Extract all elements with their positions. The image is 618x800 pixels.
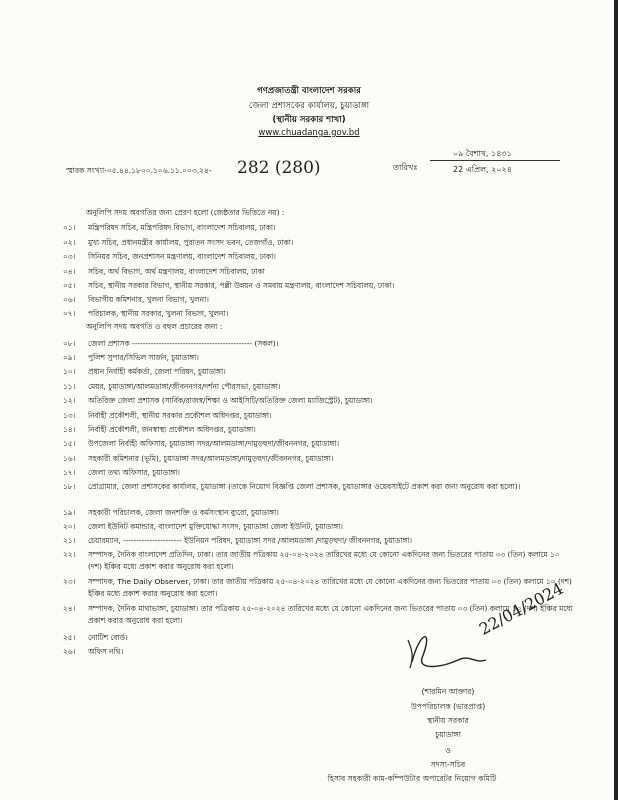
list-item-number: ২৩। bbox=[63, 577, 76, 586]
list-item-text: জেলা প্রশাসক --------------------------------------------- (সকল)। bbox=[88, 339, 279, 348]
list-item-text: মেয়র, চুয়াডাঙ্গা/আলমডাঙ্গা/জীবননগর/দর্শনা পৌরসভা, চুয়াডাঙ্গা। bbox=[88, 382, 281, 391]
list-item-number: ১৯। bbox=[63, 508, 76, 517]
list-item-number: ২৪। bbox=[63, 604, 76, 613]
list-item-number: ২২। bbox=[63, 550, 76, 559]
list-item-number: ০৬। bbox=[63, 295, 76, 304]
list-item-number: ০৭। bbox=[63, 309, 76, 318]
signatory-conjunction: ও bbox=[445, 746, 451, 755]
list-item-text: অফিস নথি। bbox=[88, 647, 124, 656]
date-english: 22 এপ্রিল, ২০২৪ bbox=[453, 165, 512, 174]
office-name: জেলা প্রশাসকের কার্যালয়, চুয়াডাঙ্গা bbox=[248, 101, 370, 111]
list-item-number: ০৫। bbox=[63, 281, 76, 290]
government-title: গণপ্রজাতন্ত্রী বাংলাদেশ সরকার bbox=[257, 86, 361, 96]
memo-number: স্মারক সংখ্যা-০৫.৪৪.১৮০০.১০৬.১১.০০৩.২৪- bbox=[66, 166, 212, 175]
list-item-number: ১০। bbox=[63, 367, 76, 376]
list-item-text: পুলিশ সুপার/সিভিল সার্জন, চুয়াডাঙ্গা। bbox=[88, 353, 199, 362]
list-item-text: নোটিশ বোর্ড। bbox=[88, 633, 128, 642]
list-item-number: ২৫। bbox=[63, 633, 76, 642]
list-item-text: নির্বাহী প্রকৌশলী, স্থানীয় সরকার প্রকৌশল অধিদপ্তর, চুয়াডাঙ্গা। bbox=[88, 411, 272, 420]
list-item-number: ১৩। bbox=[63, 411, 76, 420]
list-item-number: ১১। bbox=[63, 382, 76, 391]
list-item-text: বিভাগীয় কমিশনার, খুলনা বিভাগ, খুলনা। bbox=[88, 295, 209, 304]
list-item-number: ১৭। bbox=[63, 468, 76, 477]
list-item-number: ১৫। bbox=[63, 439, 76, 448]
list-item-text: মুখ্য সচিব, প্রধানমন্ত্রীর কার্যালয়, পুরাতন সংসদ ভবন, তেজগাঁও, ঢাকা। bbox=[88, 238, 294, 247]
list-item-text: সচিব, স্থানীয় সরকার বিভাগ, স্থানীয় সরকার, পল্লী উন্নয়ন ও সমবায় মন্ত্রণালয়, বাংলাদেশ সচিবালয়, ঢাকা। bbox=[88, 281, 395, 290]
list-item-number: ২১। bbox=[63, 536, 76, 545]
list-item-text: সহকারী পরিচালক, জেলা জনশক্তি ও কর্মসংস্থান ব্যুরো, চুয়াডাঙ্গা। bbox=[88, 508, 279, 517]
list-item-number: ২০। bbox=[63, 522, 76, 531]
distribution-intro-publicity: অনুলিপি সদয় অবগতি ও বহুল প্রচারের জন্য : bbox=[86, 322, 223, 331]
list-item-number: ০৪। bbox=[63, 267, 76, 276]
list-item-text: প্রোগ্রামার, জেলা প্রশাসকের কার্যালয়, চুয়াডাঙ্গা (তাকে নিয়োগ বিজ্ঞপ্তি জেলা প্রশাসক, চুয়াডাঙ্গার ওয়েবসাইটে প্রকাশ করা জন্য অনুরোধ করা হলো)। bbox=[88, 482, 521, 491]
list-item-text: সহকারী কমিশনার (ভূমি), চুয়াডাঙ্গা সদর/আলমডাঙ্গা/দামুড়হুদা/জীবননগর, চুয়াডাঙ্গা। bbox=[88, 454, 334, 463]
committee-name: হিসাব সহকারী কাম-কম্পিউটার অপারেটর নিয়োগ কমিটি bbox=[327, 774, 497, 783]
list-item-number: ১৮। bbox=[63, 482, 76, 491]
list-item-text: জেলা তথ্য অফিসার, চুয়াডাঙ্গা। bbox=[88, 468, 180, 477]
website-link[interactable]: www.chuadanga.gov.bd bbox=[258, 128, 360, 138]
list-item-text: নির্বাহী প্রকৌশলী, জনস্বাস্থ্য প্রকৌশল অধিদপ্তর, চুয়াডাঙ্গা। bbox=[88, 425, 256, 434]
signatory-district: চুয়াডাঙ্গা bbox=[435, 730, 461, 739]
list-item-number: ১২। bbox=[63, 396, 76, 405]
list-item-text: উপজেলা নির্বাহী অফিসার, চুয়াডাঙ্গা সদর/আলমডাঙ্গা/দামুড়হুদা/জীবননগর, চুয়াডাঙ্গা। bbox=[88, 439, 339, 448]
list-item-text: প্রধান নির্বাহী কর্মকর্তা, জেলা পরিষদ, চুয়াডাঙ্গা। bbox=[88, 367, 226, 376]
list-item-text: অতিরিক্ত জেলা প্রশাসক (সার্বিক/রাজস্ব/শিক্ষা ও আইসিটি/অতিরিক্ত জেলা ম্যাজিস্ট্রেট), চুয়াডাঙ্গা। bbox=[88, 396, 373, 405]
signatory-title: উপপরিচালক (ভারপ্রাপ্ত) bbox=[410, 702, 486, 711]
signatory-role: সদস্য-সচিব bbox=[430, 760, 466, 769]
list-item-text: পরিচালক, স্থানীয় সরকার, খুলনা বিভাগ, খুলনা। bbox=[88, 309, 229, 318]
list-item-text: সম্পাদক, The Daily Observer, ঢাকা। তার জাতীয় পত্রিকায় ২৫-০৪-২০২৪ তারিখের মধ্যে যে কোনো একদিনের জন্য ভিতরের পাতায় ০৩ (তিন) কলামে ১০ (দশ) ইঞ্চির মধ্যে প্রকাশ করার অনুরোধ করা হলো। bbox=[88, 577, 572, 598]
list-item-number: ০১। bbox=[63, 223, 76, 232]
list-item-text: সম্পাদক, দৈনিক বাংলাদেশ প্রতিদিন, ঢাকা। তার জাতীয় পত্রিকায় ২৫-০৪-২০২৪ তারিখের মধ্যে যে কোনো একদিনের জন্য ভিতরের পাতায় ০৩ (তিন) কলামে ১০ (দশ) ইঞ্চির মধ্যে প্রকাশ করার অনুরোধ করা হলো। bbox=[88, 550, 560, 571]
handwritten-memo-number: 282 (280) bbox=[237, 158, 321, 178]
signatory-name: (শারমিন আক্তার) bbox=[421, 687, 475, 696]
date-divider bbox=[430, 160, 560, 161]
list-item-number: ২৬। bbox=[63, 647, 76, 656]
list-item-number: ০৮। bbox=[63, 339, 76, 348]
list-item-number: ১৬। bbox=[63, 454, 76, 463]
list-item-number: ০৩। bbox=[63, 252, 76, 261]
list-item-text: সিনিয়র সচিব, জনপ্রশাসন মন্ত্রণালয়, বাংলাদেশ সচিবালয়, ঢাকা। bbox=[88, 252, 276, 261]
list-item-text: জেলা ইউনিট কমান্ডার, বাংলাদেশ মুক্তিযোদ্ধা সংসদ, চুয়াডাঙ্গা জেলা ইউনিট, চুয়াডাঙ্গা। bbox=[88, 522, 343, 531]
list-item-text: মন্ত্রিপরিষদ সচিব, মন্ত্রিপরিষদ বিভাগ, বাংলাদেশ সচিবালয়, ঢাকা। bbox=[88, 223, 276, 232]
section-name: (স্থানীয় সরকার শাখা) bbox=[272, 115, 346, 125]
date-label: তারিখঃ bbox=[393, 163, 418, 172]
date-bengali: ০৯ বৈশাখ, ১৪৩১ bbox=[453, 149, 512, 158]
list-item-text: চেয়ারম্যান, ---------------------- ইউনিয়ন পরিষদ, চুয়াডাঙ্গা সদর /আলমডাঙ্গা /দামুড়হুদা/ জীবননগর, চুয়াডাঙ্গা। bbox=[88, 536, 413, 545]
signature-date: 22/04/2024 bbox=[476, 578, 567, 639]
distribution-intro: অনুলিপি সদয় অবগতির জন্য প্রেরণ হলো (জেষ্ঠতার ভিত্তিতে নয়) : bbox=[86, 208, 285, 217]
list-item-text: সচিব, অর্থ বিভাগ, অর্থ মন্ত্রণালয়, বাংলাদেশ সচিবালয়, ঢাকা bbox=[88, 267, 265, 276]
list-item-number: ১৪। bbox=[63, 425, 76, 434]
list-item-number: ০৯। bbox=[63, 353, 76, 362]
list-item-text: সম্পাদক, দৈনিক মাথাভাঙ্গা, চুয়াডাঙ্গা। তার পত্রিকায় ২৫-০৪-২০২৪ তারিখের মধ্যে যে কোনো একদিনের জন্য ভিতরের পাতায় ০৩ (তিন) কলামে ১০ (দশ) ইঞ্চির মধ্যে প্রকাশ করার অনুরোধ করা হলো। bbox=[88, 604, 573, 625]
list-item-number: ০২। bbox=[63, 238, 76, 247]
signatory-department: স্থানীয় সরকার bbox=[427, 716, 469, 725]
